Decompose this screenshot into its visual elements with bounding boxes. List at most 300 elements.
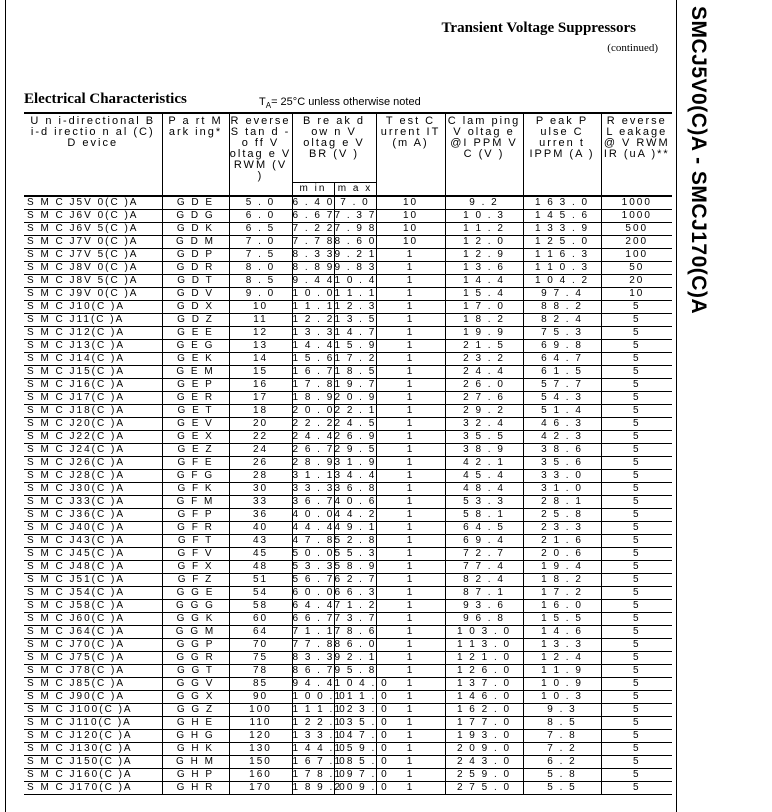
cell-test-current: 1	[376, 274, 445, 287]
cell-clamping-voltage: 2 3 . 2	[445, 352, 523, 365]
cell-breakdown-max: 3 1 . 9	[334, 457, 377, 468]
cell-test-current: 1	[376, 768, 445, 781]
cell-part-marking: G G E	[162, 586, 229, 599]
cell-standoff-voltage: 7 . 5	[229, 248, 292, 261]
cell-part-marking: G F X	[162, 560, 229, 573]
table-row	[24, 196, 672, 210]
cell-clamping-voltage: 8 7 . 1	[445, 586, 523, 599]
cell-breakdown-max: 1 1 . 1	[334, 288, 377, 299]
cell-clamping-voltage: 5 3 . 3	[445, 495, 523, 508]
cell-reverse-leakage: 50	[601, 261, 672, 274]
cell-test-current: 1	[376, 534, 445, 547]
cell-part-marking: G D E	[162, 196, 229, 210]
cell-reverse-leakage: 5	[601, 508, 672, 521]
cell-reverse-leakage: 5	[601, 651, 672, 664]
cell-part-marking: G F Z	[162, 573, 229, 586]
cell-peak-pulse-current: 1 6 . 0	[523, 599, 601, 612]
cell-standoff-voltage: 120	[229, 729, 292, 742]
cell-device: S M C J18(C )A	[24, 404, 162, 417]
cell-clamping-voltage: 1 4 . 4	[445, 274, 523, 287]
cell-clamping-voltage: 1 2 . 9	[445, 248, 523, 261]
cell-breakdown-max: 5 2 . 8	[334, 535, 377, 546]
cell-breakdown-min: 6 6 . 7	[292, 613, 335, 624]
table-row	[24, 586, 672, 599]
cell-reverse-leakage: 5	[601, 729, 672, 742]
test-conditions	[259, 96, 421, 110]
table-row	[24, 638, 672, 651]
cell-peak-pulse-current: 1 7 . 2	[523, 586, 601, 599]
cell-breakdown-min: 9 4 . 4	[292, 678, 335, 689]
cell-peak-pulse-current: 2 8 . 1	[523, 495, 601, 508]
cell-standoff-voltage: 170	[229, 781, 292, 794]
cell-breakdown-min: 8 6 . 7	[292, 665, 335, 676]
cell-breakdown-min: 2 8 . 9	[292, 457, 335, 468]
conditions-prefix: T	[259, 96, 266, 108]
cell-breakdown-max: 2 0 . 9	[334, 392, 377, 403]
cell-part-marking: G F T	[162, 534, 229, 547]
cell-part-marking: G F M	[162, 495, 229, 508]
cell-standoff-voltage: 22	[229, 430, 292, 443]
cell-clamping-voltage: 2 6 . 0	[445, 378, 523, 391]
table-row	[24, 612, 672, 625]
cell-peak-pulse-current: 2 1 . 6	[523, 534, 601, 547]
cell-breakdown-max: 1 0 . 4	[334, 275, 377, 286]
cell-clamping-voltage: 1 2 1 . 0	[445, 651, 523, 664]
cell-standoff-voltage: 6 . 5	[229, 222, 292, 235]
cell-standoff-voltage: 60	[229, 612, 292, 625]
side-title: SMCJ5V0(C)A - SMCJ170(C)A	[687, 6, 710, 315]
table-row	[24, 469, 672, 482]
cell-standoff-voltage: 45	[229, 547, 292, 560]
cell-part-marking: G F V	[162, 547, 229, 560]
cell-breakdown-max: 7 . 9 8	[334, 223, 377, 234]
cell-test-current: 1	[376, 742, 445, 755]
cell-clamping-voltage: 1 9 . 9	[445, 326, 523, 339]
cell-breakdown-max: 9 . 8 3	[334, 262, 377, 273]
cell-breakdown-min: 2 4 . 4	[292, 431, 335, 442]
cell-breakdown-min: 1 2 . 2	[292, 314, 335, 325]
cell-device: S M C J8V 5(C )A	[24, 274, 162, 287]
cell-part-marking: G D T	[162, 274, 229, 287]
cell-breakdown-min: 1 7 8 . 0	[292, 769, 347, 780]
cell-peak-pulse-current: 1 3 3 . 9	[523, 222, 601, 235]
cell-device: S M C J90(C )A	[24, 690, 162, 703]
cell-device: S M C J9V 0(C )A	[24, 287, 162, 300]
cell-device: S M C J15(C )A	[24, 365, 162, 378]
cell-peak-pulse-current: 8 . 5	[523, 716, 601, 729]
subheader-blank	[445, 182, 523, 196]
cell-clamping-voltage: 1 1 . 2	[445, 222, 523, 235]
cell-test-current: 1	[376, 521, 445, 534]
cell-standoff-voltage: 14	[229, 352, 292, 365]
cell-standoff-voltage: 160	[229, 768, 292, 781]
cell-clamping-voltage: 9 . 2	[445, 196, 523, 210]
cell-part-marking: G F E	[162, 456, 229, 469]
cell-part-marking: G F G	[162, 469, 229, 482]
cell-reverse-leakage: 5	[601, 768, 672, 781]
table-row	[24, 300, 672, 313]
cell-device: S M C J40(C )A	[24, 521, 162, 534]
cell-peak-pulse-current: 7 . 2	[523, 742, 601, 755]
subheader-blank	[24, 182, 162, 196]
cell-breakdown-max: 8 . 6 0	[334, 236, 377, 247]
cell-standoff-voltage: 16	[229, 378, 292, 391]
cell-standoff-voltage: 18	[229, 404, 292, 417]
cell-peak-pulse-current: 1 2 . 4	[523, 651, 601, 664]
cell-part-marking: G D R	[162, 261, 229, 274]
cell-peak-pulse-current: 1 1 6 . 3	[523, 248, 601, 261]
cell-device: S M C J110(C )A	[24, 716, 162, 729]
cell-standoff-voltage: 48	[229, 560, 292, 573]
cell-part-marking: G G M	[162, 625, 229, 638]
cell-part-marking: G G G	[162, 599, 229, 612]
cell-breakdown-max: 1 7 . 2	[334, 353, 377, 364]
cell-standoff-voltage: 51	[229, 573, 292, 586]
cell-device: S M C J60(C )A	[24, 612, 162, 625]
cell-standoff-voltage: 8 . 5	[229, 274, 292, 287]
cell-peak-pulse-current: 4 6 . 3	[523, 417, 601, 430]
cell-breakdown-min: 6 . 4 0	[292, 197, 335, 208]
cell-clamping-voltage: 1 5 . 4	[445, 287, 523, 300]
cell-test-current: 1	[376, 703, 445, 716]
cell-peak-pulse-current: 1 6 3 . 0	[523, 196, 601, 210]
cell-standoff-voltage: 6 . 0	[229, 209, 292, 222]
cell-peak-pulse-current: 1 9 . 4	[523, 560, 601, 573]
cell-reverse-leakage: 5	[601, 599, 672, 612]
cell-device: S M C J10(C )A	[24, 300, 162, 313]
cell-test-current: 1	[376, 495, 445, 508]
table-body	[24, 196, 672, 795]
cell-breakdown-min: 1 4 4 . 0	[292, 743, 347, 754]
cell-clamping-voltage: 1 7 . 0	[445, 300, 523, 313]
cell-test-current: 1	[376, 391, 445, 404]
cell-reverse-leakage: 5	[601, 716, 672, 729]
cell-peak-pulse-current: 6 . 2	[523, 755, 601, 768]
cell-reverse-leakage: 5	[601, 781, 672, 794]
cell-part-marking: G E T	[162, 404, 229, 417]
header-standoff-voltage: R everse S tan d -o ff V oltag e V RWM (V )	[229, 115, 292, 182]
cell-breakdown-min: 7 1 . 1	[292, 626, 335, 637]
cell-device: S M C J17(C )A	[24, 391, 162, 404]
cell-part-marking: G G R	[162, 651, 229, 664]
cell-part-marking: G H R	[162, 781, 229, 794]
cell-breakdown-min: 3 1 . 1	[292, 470, 335, 481]
cell-peak-pulse-current: 5 7 . 7	[523, 378, 601, 391]
cell-test-current: 1	[376, 599, 445, 612]
cell-part-marking: G H M	[162, 755, 229, 768]
cell-breakdown-max: 1 2 . 3	[334, 301, 377, 312]
cell-device: S M C J45(C )A	[24, 547, 162, 560]
cell-test-current: 1	[376, 352, 445, 365]
cell-device: S M C J51(C )A	[24, 573, 162, 586]
cell-breakdown-min: 6 0 . 0	[292, 587, 335, 598]
cell-device: S M C J30(C )A	[24, 482, 162, 495]
cell-clamping-voltage: 2 5 9 . 0	[445, 768, 523, 781]
cell-standoff-voltage: 75	[229, 651, 292, 664]
cell-peak-pulse-current: 7 . 8	[523, 729, 601, 742]
subheader-blank	[523, 182, 601, 196]
cell-breakdown-min: 8 3 . 3	[292, 652, 335, 663]
cell-device: S M C J150(C )A	[24, 755, 162, 768]
cell-test-current: 1	[376, 248, 445, 261]
table-row	[24, 482, 672, 495]
cell-reverse-leakage: 500	[601, 222, 672, 235]
table-row	[24, 378, 672, 391]
cell-breakdown-max: 3 4 . 4	[334, 470, 377, 481]
subheader-blank	[376, 182, 445, 196]
cell-breakdown-max: 1 5 9 . 0	[334, 743, 389, 754]
cell-reverse-leakage: 5	[601, 430, 672, 443]
table-row	[24, 430, 672, 443]
cell-test-current: 1	[376, 638, 445, 651]
cell-standoff-voltage: 15	[229, 365, 292, 378]
cell-peak-pulse-current: 1 1 0 . 3	[523, 261, 601, 274]
cell-breakdown-min: 2 0 . 0	[292, 405, 335, 416]
cell-peak-pulse-current: 1 3 . 3	[523, 638, 601, 651]
cell-reverse-leakage: 5	[601, 521, 672, 534]
cell-device: S M C J100(C )A	[24, 703, 162, 716]
cell-peak-pulse-current: 7 5 . 3	[523, 326, 601, 339]
cell-clamping-voltage: 6 4 . 5	[445, 521, 523, 534]
cell-device: S M C J5V 0(C )A	[24, 196, 162, 210]
cell-part-marking: G G Z	[162, 703, 229, 716]
cell-breakdown-min: 1 1 1 . 0	[292, 704, 347, 715]
table-row	[24, 404, 672, 417]
cell-breakdown-max: 1 5 . 9	[334, 340, 377, 351]
cell-device: S M C J7V 0(C )A	[24, 235, 162, 248]
cell-reverse-leakage: 10	[601, 287, 672, 300]
header-peak-pulse-current: P eak P ulse C urren t IPPM (A )	[523, 113, 601, 182]
cell-reverse-leakage: 5	[601, 365, 672, 378]
cell-peak-pulse-current: 6 4 . 7	[523, 352, 601, 365]
cell-reverse-leakage: 5	[601, 482, 672, 495]
cell-part-marking: G D V	[162, 287, 229, 300]
cell-device: S M C J12(C )A	[24, 326, 162, 339]
cell-reverse-leakage: 5	[601, 443, 672, 456]
cell-clamping-voltage: 9 3 . 6	[445, 599, 523, 612]
cell-clamping-voltage: 1 8 . 2	[445, 313, 523, 326]
table-row	[24, 391, 672, 404]
cell-breakdown-max: 2 2 . 1	[334, 405, 377, 416]
cell-peak-pulse-current: 3 5 . 6	[523, 456, 601, 469]
cell-peak-pulse-current: 8 2 . 4	[523, 313, 601, 326]
subheader-blank	[601, 182, 672, 196]
table-row	[24, 352, 672, 365]
cell-test-current: 10	[376, 235, 445, 248]
cell-part-marking: G H P	[162, 768, 229, 781]
cell-breakdown-min: 8 . 8 9	[292, 262, 335, 273]
cell-peak-pulse-current: 1 2 5 . 0	[523, 235, 601, 248]
cell-clamping-voltage: 7 2 . 7	[445, 547, 523, 560]
cell-standoff-voltage: 5 . 0	[229, 196, 292, 210]
header-test-current: T est C urrent IT (m A)	[376, 113, 445, 182]
cell-peak-pulse-current: 6 9 . 8	[523, 339, 601, 352]
header-reverse-leakage: R everse L eakage @ V RWM IR (uA )**	[601, 113, 672, 182]
cell-peak-pulse-current: 5 . 5	[523, 781, 601, 794]
cell-test-current: 1	[376, 664, 445, 677]
cell-clamping-voltage: 5 8 . 1	[445, 508, 523, 521]
cell-part-marking: G G P	[162, 638, 229, 651]
cell-standoff-voltage: 110	[229, 716, 292, 729]
table-row	[24, 222, 672, 235]
cell-peak-pulse-current: 5 1 . 4	[523, 404, 601, 417]
cell-breakdown-max: 1 2 3 . 0	[334, 704, 389, 715]
cell-breakdown-max: 5 8 . 9	[334, 561, 377, 572]
cell-device: S M C J43(C )A	[24, 534, 162, 547]
subheader-blank	[162, 182, 229, 196]
cell-peak-pulse-current: 2 0 . 6	[523, 547, 601, 560]
cell-reverse-leakage: 5	[601, 378, 672, 391]
cell-part-marking: G H E	[162, 716, 229, 729]
cell-breakdown-max: 6 2 . 7	[334, 574, 377, 585]
cell-breakdown-min: 1 4 . 4	[292, 340, 335, 351]
cell-clamping-voltage: 3 8 . 9	[445, 443, 523, 456]
table-row	[24, 625, 672, 638]
cell-breakdown-min: 1 8 . 9	[292, 392, 335, 403]
table-row	[24, 651, 672, 664]
cell-peak-pulse-current: 1 0 4 . 2	[523, 274, 601, 287]
cell-test-current: 1	[376, 716, 445, 729]
table-row	[24, 729, 672, 742]
cell-device: S M C J170(C )A	[24, 781, 162, 794]
cell-breakdown-max: 1 0 4 . 0	[334, 678, 389, 689]
cell-device: S M C J64(C )A	[24, 625, 162, 638]
cell-standoff-voltage: 90	[229, 690, 292, 703]
cell-peak-pulse-current: 1 1 . 9	[523, 664, 601, 677]
conditions-text: = 25°C unless otherwise noted	[271, 96, 421, 108]
cell-peak-pulse-current: 8 8 . 2	[523, 300, 601, 313]
cell-device: S M C J54(C )A	[24, 586, 162, 599]
header-breakdown-voltage: B re ak d ow n V oltag e V BR (V )	[292, 113, 376, 182]
cell-breakdown-min: 1 7 . 8	[292, 379, 335, 390]
cell-test-current: 10	[376, 222, 445, 235]
table-row	[24, 534, 672, 547]
table-row	[24, 209, 672, 222]
electrical-characteristics-table	[24, 112, 672, 795]
table-row	[24, 521, 672, 534]
cell-device: S M C J7V 5(C )A	[24, 248, 162, 261]
cell-breakdown-min: 3 3 . 3	[292, 483, 335, 494]
cell-part-marking: G G T	[162, 664, 229, 677]
cell-breakdown-min: 2 2 . 2	[292, 418, 335, 429]
cell-breakdown-min: 6 4 . 4	[292, 600, 335, 611]
cell-clamping-voltage: 1 3 . 6	[445, 261, 523, 274]
table-row	[24, 690, 672, 703]
cell-breakdown-max: 4 0 . 6	[334, 496, 377, 507]
cell-breakdown-max: 4 9 . 1	[334, 522, 377, 533]
cell-standoff-voltage: 130	[229, 742, 292, 755]
cell-part-marking: G E R	[162, 391, 229, 404]
cell-breakdown-max: 1 4 7 . 0	[334, 730, 389, 741]
cell-breakdown-max: 8 6 . 0	[334, 639, 377, 650]
cell-reverse-leakage: 5	[601, 339, 672, 352]
cell-breakdown-max: 7 1 . 2	[334, 600, 377, 611]
cell-part-marking: G F K	[162, 482, 229, 495]
table-row	[24, 313, 672, 326]
cell-part-marking: G G K	[162, 612, 229, 625]
cell-standoff-voltage: 30	[229, 482, 292, 495]
cell-device: S M C J36(C )A	[24, 508, 162, 521]
cell-breakdown-min: 1 2 2 . 0	[292, 717, 347, 728]
cell-test-current: 1	[376, 508, 445, 521]
cell-device: S M C J48(C )A	[24, 560, 162, 573]
cell-clamping-voltage: 3 2 . 4	[445, 417, 523, 430]
cell-peak-pulse-current: 1 4 . 6	[523, 625, 601, 638]
table-row	[24, 768, 672, 781]
cell-breakdown-min: 4 0 . 0	[292, 509, 335, 520]
cell-breakdown-min: 5 0 . 0	[292, 548, 335, 559]
cell-clamping-voltage: 1 7 7 . 0	[445, 716, 523, 729]
table-row	[24, 755, 672, 768]
cell-clamping-voltage: 2 0 9 . 0	[445, 742, 523, 755]
cell-reverse-leakage: 5	[601, 638, 672, 651]
cell-part-marking: G E M	[162, 365, 229, 378]
cell-peak-pulse-current: 3 8 . 6	[523, 443, 601, 456]
cell-breakdown-min: 6 . 6 7	[292, 210, 335, 221]
cell-peak-pulse-current: 3 3 . 0	[523, 469, 601, 482]
cell-test-current: 1	[376, 677, 445, 690]
cell-breakdown-min: 9 . 4 4	[292, 275, 335, 286]
cell-standoff-voltage: 54	[229, 586, 292, 599]
cell-part-marking: G D M	[162, 235, 229, 248]
cell-breakdown-max: 2 0 9 . 0	[334, 782, 389, 793]
cell-clamping-voltage: 7 7 . 4	[445, 560, 523, 573]
cell-clamping-voltage: 1 9 3 . 0	[445, 729, 523, 742]
cell-breakdown-min: 4 4 . 4	[292, 522, 335, 533]
cell-part-marking: G E V	[162, 417, 229, 430]
cell-test-current: 1	[376, 755, 445, 768]
table-row	[24, 599, 672, 612]
cell-breakdown-max: 2 4 . 5	[334, 418, 377, 429]
cell-breakdown-min: 2 6 . 7	[292, 444, 335, 455]
cell-breakdown-min: 7 7 . 8	[292, 639, 335, 650]
cell-test-current: 1	[376, 287, 445, 300]
cell-standoff-voltage: 9 . 0	[229, 287, 292, 300]
document-title: Transient Voltage Suppressors	[441, 20, 636, 36]
cell-device: S M C J14(C )A	[24, 352, 162, 365]
cell-test-current: 10	[376, 209, 445, 222]
cell-peak-pulse-current: 5 4 . 3	[523, 391, 601, 404]
cell-standoff-voltage: 10	[229, 300, 292, 313]
cell-device: S M C J22(C )A	[24, 430, 162, 443]
cell-reverse-leakage: 200	[601, 235, 672, 248]
cell-part-marking: G E Z	[162, 443, 229, 456]
cell-test-current: 1	[376, 612, 445, 625]
cell-part-marking: G E X	[162, 430, 229, 443]
cell-breakdown-max: 2 9 . 5	[334, 444, 377, 455]
cell-part-marking: G G V	[162, 677, 229, 690]
cell-device: S M C J58(C )A	[24, 599, 162, 612]
cell-breakdown-min: 4 7 . 8	[292, 535, 335, 546]
cell-standoff-voltage: 12	[229, 326, 292, 339]
cell-breakdown-min: 1 3 3 . 0	[292, 730, 347, 741]
table-row	[24, 235, 672, 248]
cell-test-current: 1	[376, 573, 445, 586]
cell-test-current: 1	[376, 339, 445, 352]
cell-standoff-voltage: 28	[229, 469, 292, 482]
table-row	[24, 573, 672, 586]
cell-standoff-voltage: 33	[229, 495, 292, 508]
cell-breakdown-max: 1 8 5 . 0	[334, 756, 389, 767]
cell-part-marking: G F P	[162, 508, 229, 521]
cell-breakdown-max: 6 6 . 3	[334, 587, 377, 598]
cell-standoff-voltage: 70	[229, 638, 292, 651]
cell-breakdown-max: 1 9 . 7	[334, 379, 377, 390]
cell-reverse-leakage: 5	[601, 547, 672, 560]
cell-part-marking: G E E	[162, 326, 229, 339]
table-row	[24, 742, 672, 755]
cell-breakdown-max: 9 5 . 8	[334, 665, 377, 676]
